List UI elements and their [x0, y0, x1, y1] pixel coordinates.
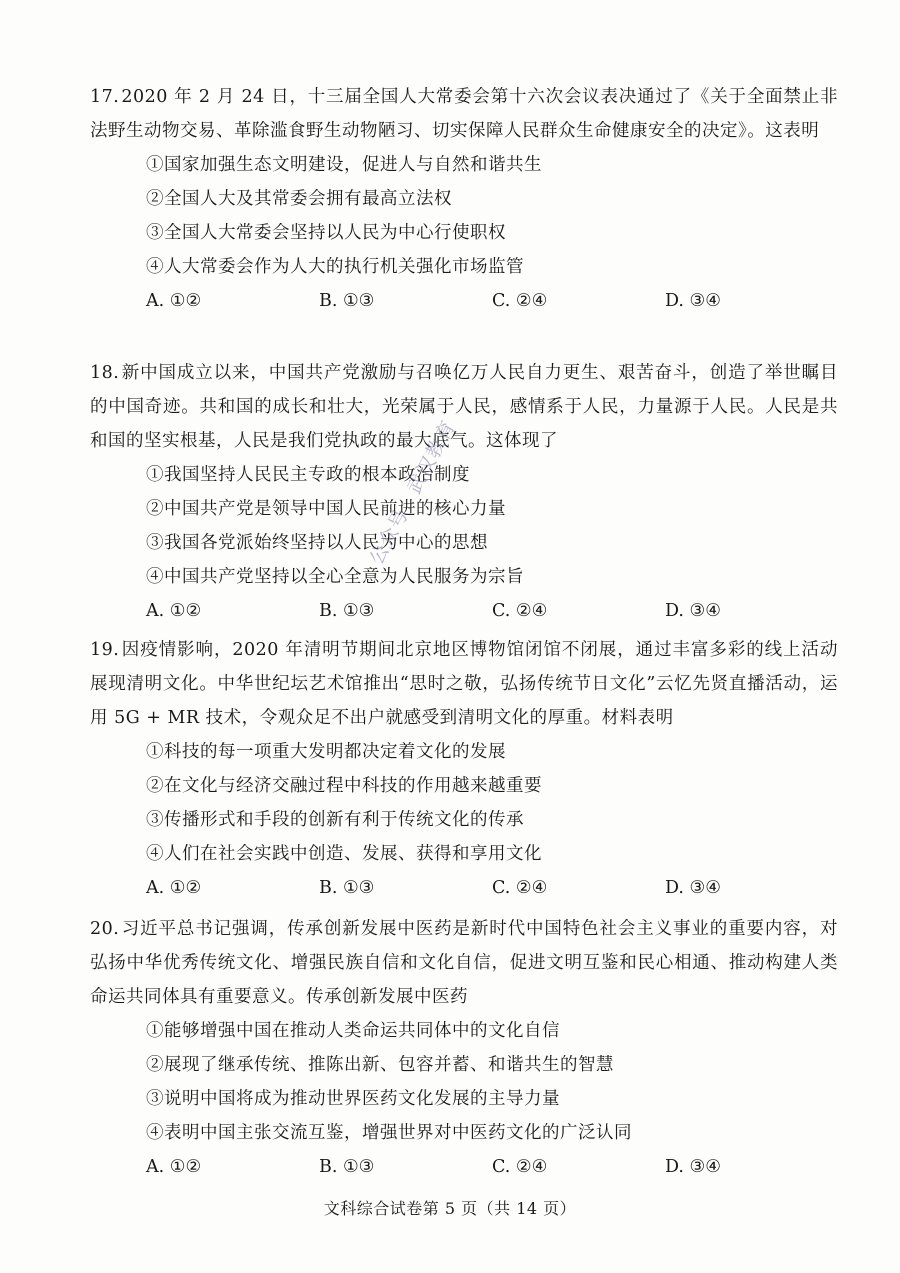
question-number: 19. [90, 640, 120, 660]
choice-b: B. ①③ [319, 291, 375, 311]
question-number: 17. [90, 87, 120, 107]
question-stem [90, 633, 838, 735]
watermark: 公众号：武汉教育 [365, 416, 461, 569]
question-number: 18. [90, 363, 120, 383]
choice-d: D. ③④ [665, 291, 721, 311]
answer-choices [118, 1150, 838, 1184]
question-17 [90, 80, 838, 318]
statement-1: ①能够增强中国在推动人类命运共同体中的文化自信 [146, 1021, 560, 1041]
choice-d: D. ③④ [665, 601, 721, 621]
question-19 [90, 633, 838, 905]
statement-3: ③全国人大常委会坚持以人民为中心行使职权 [146, 223, 506, 243]
choice-b: B. ①③ [319, 878, 375, 898]
question-stem [90, 912, 838, 1014]
question-text: 新中国成立以来，中国共产党激励与召唤亿万人民自力更生、艰苦奋斗，创造了举世瞩目的中国奇迹。共和国的成长和壮大，光荣属于人民，感情系于人民，力量源于人民。人民是共和国的坚实根基，人民是我们党执政的最大底气。这体现了 [90, 363, 838, 451]
question-stem [90, 80, 838, 148]
question-stem [90, 356, 838, 458]
page-footer: 文科综合试卷第 5 页（共 14 页） [323, 1199, 577, 1218]
question-18 [90, 356, 838, 628]
statement-2: ②全国人大及其常委会拥有最高立法权 [146, 189, 452, 209]
choice-d: D. ③④ [665, 1157, 721, 1177]
answer-choices [118, 284, 838, 318]
statement-2: ②展现了继承传统、推陈出新、包容并蓄、和谐共生的智慧 [146, 1055, 614, 1075]
statement-4: ④人大常委会作为人大的执行机关强化市场监管 [146, 257, 524, 277]
statement-3: ③传播形式和手段的创新有利于传统文化的传承 [146, 810, 524, 830]
question-text: 因疫情影响，2020 年清明节期间北京地区博物馆闭馆不闭展，通过丰富多彩的线上活动展现清明文化。中华世纪坛艺术馆推出“思时之敬，弘扬传统节日文化”云忆先贤直播活动，运用 5G + MR 技术，令观众足不出户就感受到清明文化的厚重。材料表明 [90, 640, 838, 728]
choice-c: C. ②④ [492, 1157, 548, 1177]
choice-b: B. ①③ [319, 601, 375, 621]
statement-4: ④表明中国主张交流互鉴，增强世界对中医药文化的广泛认同 [146, 1123, 632, 1143]
choice-d: D. ③④ [665, 878, 721, 898]
question-text: 习近平总书记强调，传承创新发展中医药是新时代中国特色社会主义事业的重要内容，对弘扬中华优秀传统文化、增强民族自信和文化自信，促进文明互鉴和民心相通、推动构建人类命运共同体具有重要意义。传承创新发展中医药 [90, 919, 838, 1007]
statement-1: ①科技的每一项重大发明都决定着文化的发展 [146, 742, 506, 762]
statement-2: ②中国共产党是领导中国人民前进的核心力量 [146, 499, 506, 519]
choice-a: A. ①② [146, 878, 202, 898]
choice-a: A. ①② [146, 601, 202, 621]
statement-2: ②在文化与经济交融过程中科技的作用越来越重要 [146, 776, 542, 796]
choice-c: C. ②④ [492, 878, 548, 898]
statement-1: ①我国坚持人民民主专政的根本政治制度 [146, 465, 470, 485]
choice-c: C. ②④ [492, 601, 548, 621]
answer-choices [118, 871, 838, 905]
question-text: 2020 年 2 月 24 日，十三届全国人大常委会第十六次会议表决通过了《关于全面禁止非法野生动物交易、革除滥食野生动物陋习、切实保障人民群众生命健康安全的决定》。这表明 [90, 87, 838, 141]
statement-4: ④中国共产党坚持以全心全意为人民服务为宗旨 [146, 567, 524, 587]
question-number: 20. [90, 919, 120, 939]
statement-1: ①国家加强生态文明建设，促进人与自然和谐共生 [146, 155, 542, 175]
question-20 [90, 912, 838, 1184]
statement-3: ③说明中国将成为推动世界医药文化发展的主导力量 [146, 1089, 560, 1109]
choice-b: B. ①③ [319, 1157, 375, 1177]
choice-c: C. ②④ [492, 291, 548, 311]
choice-a: A. ①② [146, 1157, 202, 1177]
choice-a: A. ①② [146, 291, 202, 311]
statement-3: ③我国各党派始终坚持以人民为中心的思想 [146, 533, 488, 553]
statement-4: ④人们在社会实践中创造、发展、获得和享用文化 [146, 844, 542, 864]
answer-choices [118, 594, 838, 628]
